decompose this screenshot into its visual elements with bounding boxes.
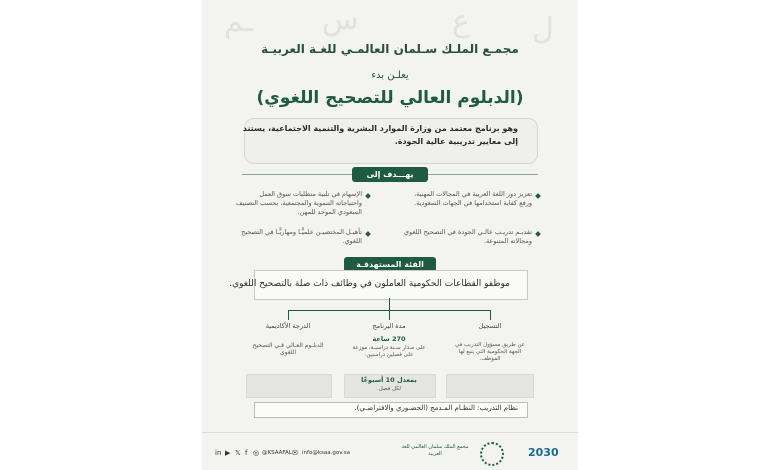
org-logo [480,442,504,466]
youtube-icon[interactable]: ▶ [225,449,231,457]
goal-item: تأهيـل المختصيـن علميًّـا ومهاريًّـا في التصحيح اللغوي. [241,228,362,245]
degree-header: الدرجة الأكاديمية [265,322,311,330]
connector-line [288,310,289,320]
decorative-letter: ل [532,12,554,47]
org-logo-text: مجمع الملك سلمان العالمي للغة العربية [401,444,469,457]
duration-hours-note: على مـدار سـنة دراسيـة، موزعة على فصلين دراسيين. [352,345,426,358]
training-system: نظام التدريب: النظـام المـدمج (الحضـوري والافتراضـي). [354,404,518,412]
email-address[interactable]: info@ksaa.gov.sa [302,450,351,456]
bullet-icon [535,193,541,199]
goal-item: الإسهام في تلبية متطلبات سوق العمل واحتياجاته التنموية والمجتمعية، بحسب التصنيف السعودي الموحد للمهن. [235,190,362,216]
duration-weeks-note: لكل فصل. [377,386,401,392]
connector-line [389,310,390,320]
duration-weeks: بمعدل 10 أسبوعًا [361,376,417,384]
program-title: (الدبلوم العالي للتصحيح اللغوي) [256,88,524,108]
registration-header: التسجيل [478,322,502,330]
footer-divider [202,432,578,433]
duration-header: مدة البرنامج [372,322,406,330]
program-description: وهو برنامج معتمد من وزارة الموارد البشرية والتنمية الاجتماعية، يستند إلى معايير تدريبية عالية الجودة. [242,124,518,146]
announces-label: يعلـن بدء [371,70,409,81]
duration-hours: 270 ساعة [372,335,406,343]
registration-text: عن طريق مسؤول التدريب في الجهة الحكومية التي يتبع لها الموظف. [455,342,525,362]
degree-text: الدبلـوم العـالي فـي التصحيح اللغوي [252,342,324,356]
connector-line [389,298,390,310]
target-text: موظفو القطاعات الحكومية العاملون في وظائف ذات صلة بالتصحيح اللغوي. [229,279,510,289]
facebook-icon[interactable]: f [245,449,248,457]
target-label: الفئة المستهدفـة [344,257,436,272]
connector-line [490,310,491,320]
x-icon[interactable]: 𝕏 [235,449,241,457]
linkedin-icon[interactable]: in [215,449,222,457]
email-icon: ✉ [292,449,298,457]
goal-item: تعزيز دور اللغة العربية في المجالات المهنية، ورفع كفاية استخدامها في الجهات السعودية. [414,190,532,207]
instagram-icon[interactable]: ◎ [253,449,260,457]
bullet-icon [365,193,371,199]
bullet-icon [365,231,371,237]
goal-item: تقديـم تدريـب عالـي الجودة في التصحيح اللغوي ومجالاته المتنوعة. [404,228,532,245]
decorative-letter: ع [452,4,470,39]
announcement-poster [202,0,578,470]
decorative-letter: ـم [224,4,253,39]
registration-card [446,374,534,398]
bullet-icon [535,231,541,237]
goals-label: يهـــدف إلى [352,167,428,182]
social-handle: @KSAAFAL [262,450,292,456]
degree-card [246,374,332,398]
vision-2030-logo: 2030 [528,446,559,459]
org-name: مجمـع الملـك سـلمان العالمـي للغـة العربيـة [261,42,519,56]
decorative-letter: س [322,2,359,37]
